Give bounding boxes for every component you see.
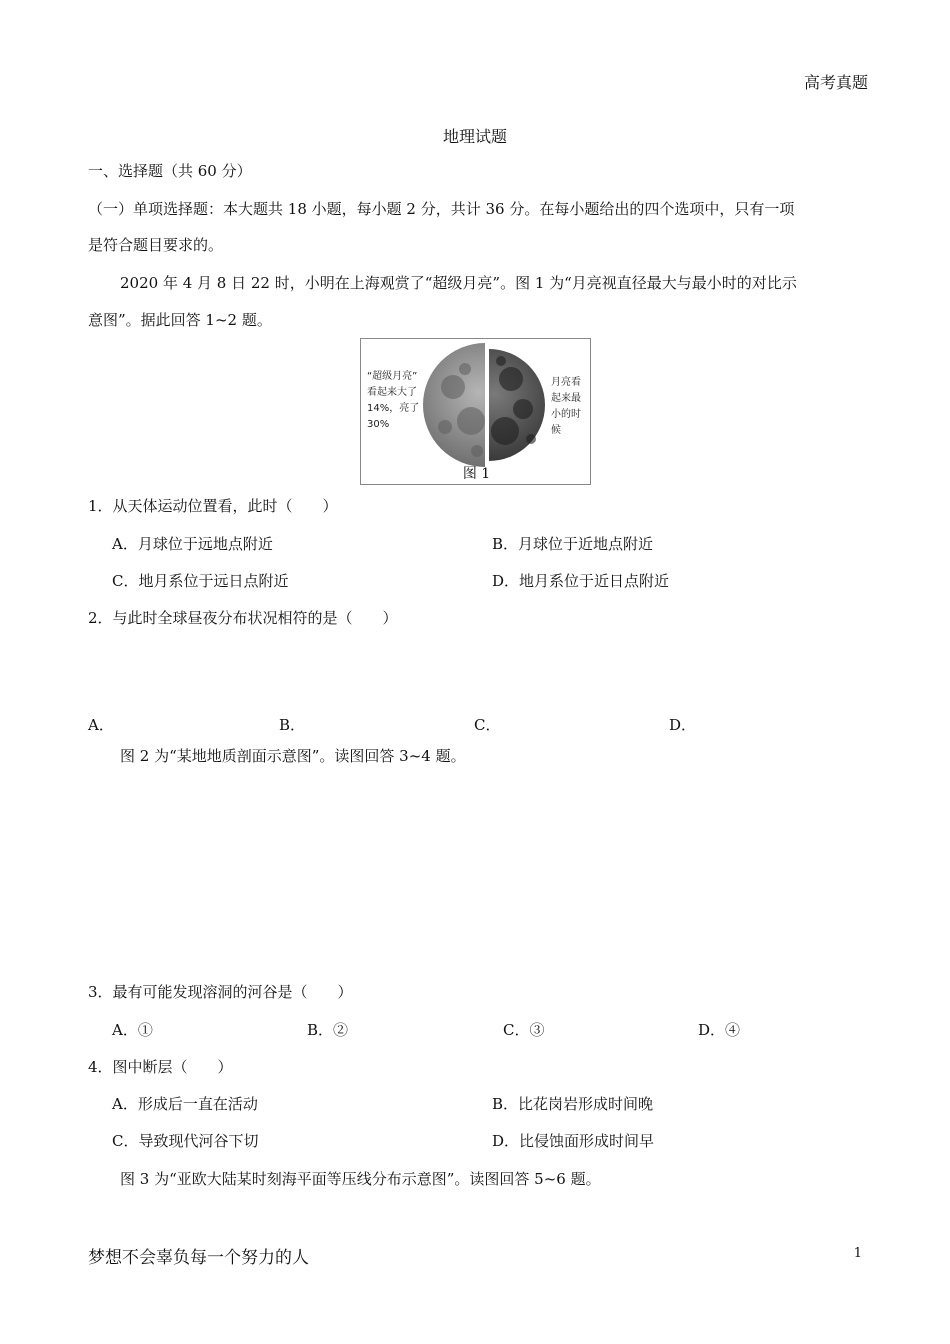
figure-1-left-caption: “超级月亮” 看起来大了 14%，亮了 30% [367, 371, 420, 430]
question-3-option-b: B．② [307, 1021, 349, 1039]
question-4-stem: 4．图中断层（ ） [88, 1058, 233, 1076]
question-3-stem: 3．最有可能发现溶洞的河谷是（ ） [88, 983, 353, 1001]
question-1-option-b: B．月球位于近地点附近 [492, 535, 654, 553]
footer-slogan: 梦想不会辜负每一个努力的人 [88, 1248, 309, 1268]
instruction-line-2: 是符合题目要求的。 [88, 236, 224, 254]
question-3-option-c: C．③ [503, 1021, 545, 1039]
intro-2: 图 2 为“某地地质剖面示意图”。读图回答 3~4 题。 [120, 747, 466, 765]
intro-1-line-2: 意图”。据此回答 1~2 题。 [88, 311, 272, 329]
section-heading: 一、选择题（共 60 分） [88, 162, 252, 180]
question-4-option-b: B．比花岗岩形成时间晚 [492, 1095, 654, 1113]
question-1-option-c: C．地月系位于远日点附近 [112, 572, 289, 590]
question-2-option-c: C． [474, 716, 501, 734]
question-2-stem: 2．与此时全球昼夜分布状况相符的是（ ） [88, 609, 398, 627]
question-3-option-a: A．① [112, 1021, 153, 1039]
instruction-line-1: （一）单项选择题：本大题共 18 小题，每小题 2 分，共计 36 分。在每小题给出的四个选项中，只有一项 [88, 200, 795, 218]
question-3-option-d: D．④ [698, 1021, 741, 1039]
header-label: 高考真题 [803, 73, 868, 92]
page-number: 1 [853, 1246, 862, 1261]
figure-1 [360, 338, 591, 485]
question-2-option-b: B． [279, 716, 306, 734]
figure-1-label: 图 1 [462, 466, 491, 482]
question-1-stem: 1．从天体运动位置看，此时（ ） [88, 497, 338, 515]
intro-3: 图 3 为“亚欧大陆某时刻海平面等压线分布示意图”。读图回答 5~6 题。 [120, 1170, 601, 1188]
figure-1-right-caption: 月亮看 起来最 小的时 候 [551, 377, 581, 436]
question-1-option-d: D．地月系位于近日点附近 [492, 572, 670, 590]
page-title: 地理试题 [442, 127, 507, 146]
intro-1-line-1: 2020 年 4 月 8 日 22 时，小明在上海观赏了“超级月亮”。图 1 为“月亮视直径最大与最小时的对比示 [120, 274, 797, 292]
question-2-option-d: D． [669, 716, 697, 734]
question-4-option-d: D．比侵蚀面形成时间早 [492, 1132, 655, 1150]
question-4-option-c: C．导致现代河谷下切 [112, 1132, 259, 1150]
question-1-option-a: A．月球位于远地点附近 [112, 535, 273, 553]
question-4-option-a: A．形成后一直在活动 [112, 1095, 258, 1113]
question-2-option-a: A． [88, 716, 114, 734]
